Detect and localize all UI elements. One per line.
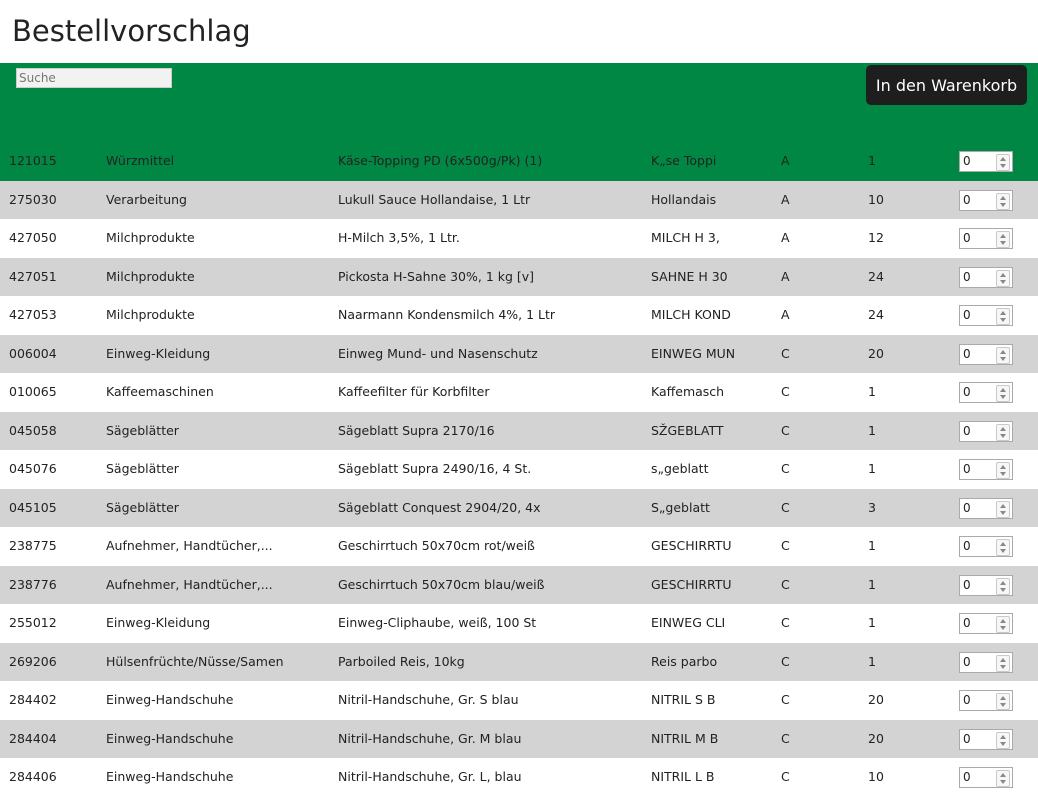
cell-match: GESCHIRRTU bbox=[651, 576, 732, 592]
quantity-stepper[interactable] bbox=[959, 228, 1013, 249]
cell-kategorie: Kaffeemaschinen bbox=[106, 384, 214, 399]
cell-artnum: 045058 bbox=[9, 422, 57, 438]
cell-artnum: 284404 bbox=[9, 730, 57, 746]
cell-match: GESCHIRRTU bbox=[651, 538, 732, 553]
cell-lager: A bbox=[781, 230, 790, 245]
spinner-arrows-icon[interactable] bbox=[996, 770, 1010, 787]
quantity-value: 0 bbox=[963, 693, 971, 707]
cell-kategorie: Einweg-Handschuhe bbox=[106, 769, 234, 784]
quantity-value: 0 bbox=[963, 308, 971, 322]
cell-artnum: 238776 bbox=[9, 576, 57, 592]
table-row bbox=[0, 604, 1038, 643]
spinner-arrows-icon[interactable] bbox=[996, 578, 1010, 595]
quantity-stepper[interactable] bbox=[959, 498, 1013, 519]
spinner-arrows-icon[interactable] bbox=[996, 655, 1010, 672]
table-row bbox=[0, 335, 1038, 374]
cell-kategorie: Aufnehmer, Handtücher,... bbox=[106, 538, 273, 553]
cell-descr: Parboiled Reis, 10kg bbox=[338, 653, 465, 669]
cell-menge: 1 bbox=[868, 422, 876, 438]
cell-match: MILCH H 3, bbox=[651, 230, 720, 245]
spinner-arrows-icon[interactable] bbox=[996, 693, 1010, 710]
table-row bbox=[0, 258, 1038, 297]
cell-descr: Pickosta H-Sahne 30%, 1 kg [v] bbox=[338, 268, 535, 284]
quantity-stepper[interactable] bbox=[959, 729, 1013, 750]
spinner-arrows-icon[interactable] bbox=[996, 231, 1010, 248]
cell-artnum: 427050 bbox=[9, 230, 57, 245]
cell-match: Reis parbo bbox=[651, 653, 718, 669]
spinner-arrows-icon[interactable] bbox=[996, 539, 1010, 556]
quantity-stepper[interactable] bbox=[959, 767, 1013, 788]
cell-match: MILCH KOND bbox=[651, 307, 731, 322]
cell-descr: Sägeblatt Supra 2490/16, 4 St. bbox=[338, 461, 532, 476]
quantity-stepper[interactable] bbox=[959, 575, 1013, 596]
table-row bbox=[0, 412, 1038, 451]
quantity-value: 0 bbox=[963, 385, 971, 399]
spinner-arrows-icon[interactable] bbox=[996, 385, 1010, 402]
cell-artnum: 427053 bbox=[9, 307, 57, 322]
cell-artnum: 427051 bbox=[9, 268, 57, 284]
cell-kategorie: Einweg-Kleidung bbox=[106, 615, 211, 630]
cell-menge: 1 bbox=[868, 576, 876, 592]
cell-menge: 1 bbox=[868, 538, 876, 553]
cell-match: s„geblatt bbox=[651, 461, 709, 476]
cell-match: K„se Toppi bbox=[651, 153, 717, 168]
table-row bbox=[0, 181, 1038, 220]
spinner-arrows-icon[interactable] bbox=[996, 501, 1010, 518]
quantity-stepper[interactable] bbox=[959, 690, 1013, 711]
quantity-stepper[interactable] bbox=[959, 305, 1013, 326]
cell-kategorie: Sägeblätter bbox=[106, 499, 179, 515]
cell-artnum: 045076 bbox=[9, 461, 57, 476]
order-table bbox=[0, 142, 1038, 797]
cell-match: Hollandais bbox=[651, 191, 717, 207]
cell-artnum: 010065 bbox=[9, 384, 57, 399]
cell-lager: C bbox=[781, 615, 790, 630]
cell-menge: 12 bbox=[868, 230, 884, 245]
page-title: Bestellvorschlag bbox=[12, 14, 251, 48]
cell-lager: C bbox=[781, 730, 790, 746]
cell-artnum: 269206 bbox=[9, 653, 57, 669]
table-row bbox=[0, 219, 1038, 258]
cell-lager: C bbox=[781, 692, 790, 707]
cell-descr: Einweg Mund- und Nasenschutz bbox=[338, 345, 538, 361]
table-row bbox=[0, 373, 1038, 412]
cell-descr: Geschirrtuch 50x70cm rot/weiß bbox=[338, 538, 535, 553]
cell-descr: Lukull Sauce Hollandaise, 1 Ltr bbox=[338, 191, 531, 207]
cell-artnum: 121015 bbox=[9, 153, 57, 168]
table-row bbox=[0, 142, 1038, 181]
cell-artnum: 006004 bbox=[9, 345, 57, 361]
cell-menge: 24 bbox=[868, 307, 884, 322]
cell-descr: Naarmann Kondensmilch 4%, 1 Ltr bbox=[338, 307, 556, 322]
quantity-stepper[interactable] bbox=[959, 382, 1013, 403]
cell-descr: Nitril-Handschuhe, Gr. L, blau bbox=[338, 769, 522, 784]
quantity-value: 0 bbox=[963, 154, 971, 168]
cell-menge: 1 bbox=[868, 653, 876, 669]
cell-kategorie: Milchprodukte bbox=[106, 268, 195, 284]
quantity-stepper[interactable] bbox=[959, 190, 1013, 211]
cell-menge: 24 bbox=[868, 268, 884, 284]
quantity-value: 0 bbox=[963, 269, 971, 284]
spinner-arrows-icon[interactable] bbox=[996, 193, 1010, 210]
quantity-value: 0 bbox=[963, 577, 971, 592]
quantity-stepper[interactable] bbox=[959, 613, 1013, 634]
spinner-arrows-icon[interactable] bbox=[996, 270, 1010, 287]
cell-lager: A bbox=[781, 268, 790, 284]
spinner-arrows-icon[interactable] bbox=[996, 308, 1010, 325]
quantity-stepper[interactable] bbox=[959, 344, 1013, 365]
cell-menge: 20 bbox=[868, 345, 884, 361]
cell-menge: 1 bbox=[868, 615, 876, 630]
cell-lager: A bbox=[781, 191, 790, 207]
cell-menge: 1 bbox=[868, 461, 876, 476]
quantity-value: 0 bbox=[963, 731, 971, 746]
cell-lager: C bbox=[781, 538, 790, 553]
spinner-arrows-icon[interactable] bbox=[996, 424, 1010, 441]
cell-kategorie: Sägeblätter bbox=[106, 461, 179, 476]
cell-descr: Sägeblatt Supra 2170/16 bbox=[338, 422, 495, 438]
cell-lager: C bbox=[781, 422, 790, 438]
cell-kategorie: Einweg-Handschuhe bbox=[106, 692, 234, 707]
spinner-arrows-icon[interactable] bbox=[996, 347, 1010, 364]
table-row bbox=[0, 643, 1038, 682]
table-row bbox=[0, 296, 1038, 335]
cell-menge: 10 bbox=[868, 769, 884, 784]
cell-kategorie: Hülsenfrüchte/Nüsse/Samen bbox=[106, 653, 284, 669]
quantity-stepper[interactable] bbox=[959, 536, 1013, 557]
table-row bbox=[0, 527, 1038, 566]
cell-kategorie: Sägeblätter bbox=[106, 422, 179, 438]
cell-match: SAHNE H 30 bbox=[651, 268, 728, 284]
quantity-value: 0 bbox=[963, 346, 971, 361]
cell-match: Kaffemasch bbox=[651, 384, 725, 399]
cell-lager: A bbox=[781, 153, 790, 168]
table-row bbox=[0, 450, 1038, 489]
cell-menge: 20 bbox=[868, 692, 884, 707]
cell-artnum: 045105 bbox=[9, 499, 57, 515]
quantity-stepper[interactable] bbox=[959, 267, 1013, 288]
table-row bbox=[0, 566, 1038, 605]
cell-descr: Käse-Topping PD (6x500g/Pk) (1) bbox=[338, 153, 543, 168]
cell-match: SŽGEBLATT bbox=[651, 422, 724, 438]
cell-menge: 20 bbox=[868, 730, 884, 746]
cell-menge: 1 bbox=[868, 153, 876, 168]
cell-match: NITRIL L B bbox=[651, 769, 715, 784]
quantity-stepper[interactable] bbox=[959, 652, 1013, 673]
quantity-value: 0 bbox=[963, 654, 971, 669]
cell-kategorie: Milchprodukte bbox=[106, 307, 195, 322]
cell-lager: C bbox=[781, 499, 790, 515]
table-row bbox=[0, 720, 1038, 759]
quantity-value: 0 bbox=[963, 616, 971, 630]
cell-kategorie: Aufnehmer, Handtücher,... bbox=[106, 576, 273, 592]
cell-lager: C bbox=[781, 653, 790, 669]
cell-lager: C bbox=[781, 345, 790, 361]
cell-descr: Einweg-Cliphaube, weiß, 100 St bbox=[338, 615, 537, 630]
cell-match: NITRIL S B bbox=[651, 692, 716, 707]
spinner-arrows-icon[interactable] bbox=[996, 154, 1010, 171]
cell-match: NITRIL M B bbox=[651, 730, 719, 746]
cell-menge: 1 bbox=[868, 384, 876, 399]
quantity-stepper[interactable] bbox=[959, 151, 1013, 172]
cell-kategorie: Einweg-Handschuhe bbox=[106, 730, 234, 746]
cell-lager: C bbox=[781, 769, 790, 784]
cell-descr: H-Milch 3,5%, 1 Ltr. bbox=[338, 230, 460, 245]
spinner-arrows-icon[interactable] bbox=[996, 462, 1010, 479]
quantity-stepper[interactable] bbox=[959, 459, 1013, 480]
quantity-value: 0 bbox=[963, 770, 971, 784]
table-row bbox=[0, 758, 1038, 797]
cell-match: EINWEG MUN bbox=[651, 345, 736, 361]
cell-kategorie: Einweg-Kleidung bbox=[106, 345, 211, 361]
cell-descr: Nitril-Handschuhe, Gr. S blau bbox=[338, 692, 519, 707]
cell-kategorie: Milchprodukte bbox=[106, 230, 195, 245]
spinner-arrows-icon[interactable] bbox=[996, 616, 1010, 633]
add-to-cart-button[interactable]: In den Warenkorb bbox=[866, 65, 1027, 105]
table-row bbox=[0, 489, 1038, 528]
cell-lager: C bbox=[781, 576, 790, 592]
quantity-value: 0 bbox=[963, 500, 971, 515]
cell-lager: C bbox=[781, 461, 790, 476]
quantity-value: 0 bbox=[963, 462, 971, 476]
cell-lager: C bbox=[781, 384, 790, 399]
cell-descr: Sägeblatt Conquest 2904/20, 4x bbox=[338, 499, 541, 515]
quantity-value: 0 bbox=[963, 231, 971, 245]
cell-artnum: 238775 bbox=[9, 538, 57, 553]
cell-descr: Geschirrtuch 50x70cm blau/weiß bbox=[338, 576, 545, 592]
cell-match: S„geblatt bbox=[651, 499, 710, 515]
quantity-value: 0 bbox=[963, 539, 971, 553]
cell-lager: A bbox=[781, 307, 790, 322]
cell-artnum: 255012 bbox=[9, 615, 57, 630]
cell-menge: 10 bbox=[868, 191, 884, 207]
cell-kategorie: Würzmittel bbox=[106, 153, 175, 168]
cell-descr: Nitril-Handschuhe, Gr. M blau bbox=[338, 730, 522, 746]
search-input[interactable] bbox=[16, 68, 172, 88]
quantity-value: 0 bbox=[963, 423, 971, 438]
cell-menge: 3 bbox=[868, 499, 876, 515]
cell-artnum: 284402 bbox=[9, 692, 57, 707]
cell-artnum: 284406 bbox=[9, 769, 57, 784]
cell-descr: Kaffeefilter für Korbfilter bbox=[338, 384, 490, 399]
quantity-value: 0 bbox=[963, 192, 971, 207]
cell-match: EINWEG CLI bbox=[651, 615, 726, 630]
table-row bbox=[0, 681, 1038, 720]
spinner-arrows-icon[interactable] bbox=[996, 732, 1010, 749]
cell-artnum: 275030 bbox=[9, 191, 57, 207]
quantity-stepper[interactable] bbox=[959, 421, 1013, 442]
cell-kategorie: Verarbeitung bbox=[106, 191, 187, 207]
